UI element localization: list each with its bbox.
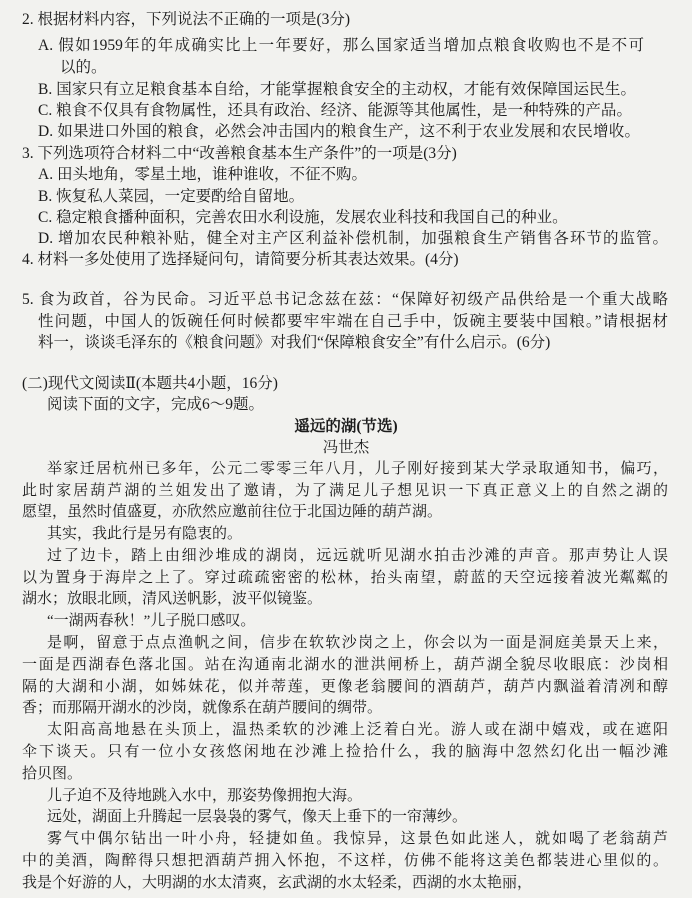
paragraph-5-line-3: 隔的大湖和小湖，如姊妹花，似并蒂莲，更像老翁腰间的酒葫芦，葫芦内飘溢着清冽和醇 — [22, 679, 668, 695]
article-author: 冯世杰 — [322, 439, 370, 456]
paragraph-3-line-3: 湖水；放眼北顾，清风送帆影，波平似镜鉴。 — [22, 591, 323, 607]
question-4-stem: 4. 材料一多处使用了选择疑问句，请简要分析其表达效果。(4分) — [22, 251, 459, 268]
paragraph-7-line-1: 儿子迫不及待地跳入水中，那姿势像拥抱大海。 — [47, 788, 363, 804]
question-3-option-b: B. 恢复私人菜园，一定要酌给自留地。 — [38, 188, 305, 205]
paragraph-3-line-2: 以为置身于海岸之上了。穿过疏疏密密的松林，抬头南望，蔚蓝的天空远接着波光粼粼的 — [22, 570, 668, 586]
paragraph-6-line-1: 太阳高高地悬在头顶上，温热柔软的沙滩上泛着白光。游人或在湖中嬉戏，或在遮阳 — [47, 722, 668, 738]
section-instruction: 阅读下面的文字，完成6～9题。 — [47, 396, 265, 413]
article-title: 遥远的湖(节选) — [294, 418, 398, 435]
question-2-option-a-line-1: A. 假如1959年的年成确实比上一年要好，那么国家适当增加点粮食收购也不是不可 — [38, 37, 644, 54]
section-heading: (二)现代文阅读Ⅱ(本题共4小题，16分) — [22, 375, 278, 392]
paragraph-5-line-4: 香；而那隔开湖水的沙岗，就像系在葫芦腰间的绸带。 — [22, 700, 383, 716]
question-3-option-a: A. 田头地角，零星土地，谁种谁收，不征不购。 — [38, 166, 367, 183]
question-5-stem-line-1: 5. 食为政首，谷为民命。习近平总书记念兹在兹：“保障好初级产品供给是一个重大战略 — [22, 291, 668, 308]
paragraph-8-line-1: 远处，湖面上升腾起一层袅袅的雾气，像天上垂下的一帘薄纱。 — [47, 809, 468, 825]
paragraph-2-line-1: 其实，我此行是另有隐衷的。 — [47, 526, 243, 542]
paragraph-5-line-1: 是啊，留意于点点渔帆之间，信步在软软沙岗之上，你会以为一面是洞庭美景天上来， — [47, 635, 668, 651]
question-3-stem: 3. 下列选项符合材料二中“改善粮食基本生产条件”的一项是(3分) — [22, 145, 457, 162]
question-2-option-c: C. 粮食不仅具有食物属性，还具有政治、经济、能源等其他属性，是一种特殊的产品。 — [38, 102, 632, 119]
paragraph-3-line-1: 过了边卡，踏上由细沙堆成的湖岗，远远就听见湖水拍击沙滩的声音。那声势让人误 — [47, 548, 668, 564]
paragraph-9-line-2: 中的美酒，陶醉得只想把酒葫芦拥入怀抱，不这样，仿佛不能将这美色都装进心里似的。 — [22, 853, 668, 869]
question-3-option-d: D. 增加农民种粮补贴，健全对主产区利益补偿机制，加强粮食生产销售各环节的监管。 — [38, 230, 668, 247]
paragraph-1-line-2: 此时家居葫芦湖的兰姐发出了邀请，为了满足儿子想见识一下真正意义上的自然之湖的 — [22, 483, 668, 499]
question-3-option-c: C. 稳定粮食播种面积，完善农田水利设施，发展农业科技和我国自己的种业。 — [38, 209, 568, 226]
paragraph-9-line-3: 我是个好游的人，大明湖的水太清爽，玄武湖的水太轻柔，西湖的水太艳丽， — [22, 875, 533, 891]
paragraph-6-line-3: 拾贝图。 — [22, 766, 83, 782]
question-2-option-d: D. 如果进口外国的粮食，必然会冲击国内的粮食生产，这不利于农业发展和农民增收。 — [38, 123, 640, 140]
paragraph-1-line-3: 愿望，虽然时值盛夏，亦欣然应邀前往位于北国边陲的葫芦湖。 — [22, 504, 443, 520]
question-2-option-b: B. 国家只有立足粮食基本自给，才能掌握粮食安全的主动权，才能有效保障国运民生。 — [38, 81, 636, 98]
question-5-stem-line-2: 性问题，中国人的饭碗任何时候都要牢牢端在自己手中，饭碗主要装中国粮。”请根据材 — [38, 313, 668, 330]
question-2-option-a-line-2: 以的。 — [60, 59, 107, 76]
paragraph-9-line-1: 雾气中偶尔钻出一叶小舟，轻捷如鱼。我惊异，这景色如此迷人，就如喝了老翁葫芦 — [47, 831, 668, 847]
paragraph-4-line-1: “一湖两春秋！”儿子脱口感叹。 — [47, 613, 256, 629]
paragraph-6-line-2: 伞下谈天。只有一位小女孩悠闲地在沙滩上捡拾什么，我的脑海中忽然幻化出一幅沙滩 — [22, 744, 668, 760]
question-5-stem-line-3: 料一，谈谈毛泽东的《粮食问题》对我们“保障粮食安全”有什么启示。(6分) — [38, 334, 551, 351]
paragraph-5-line-2: 一面是西湖春色落北国。站在沟通南北湖水的泄洪闸桥上，葫芦湖全貌尽收眼底：沙岗相 — [22, 657, 668, 673]
paragraph-1-line-1: 举家迁居杭州已多年，公元二零零三年八月，儿子刚好接到某大学录取通知书，偏巧， — [47, 461, 668, 477]
question-2-stem: 2. 根据材料内容，下列说法不正确的一项是(3分) — [22, 11, 351, 28]
